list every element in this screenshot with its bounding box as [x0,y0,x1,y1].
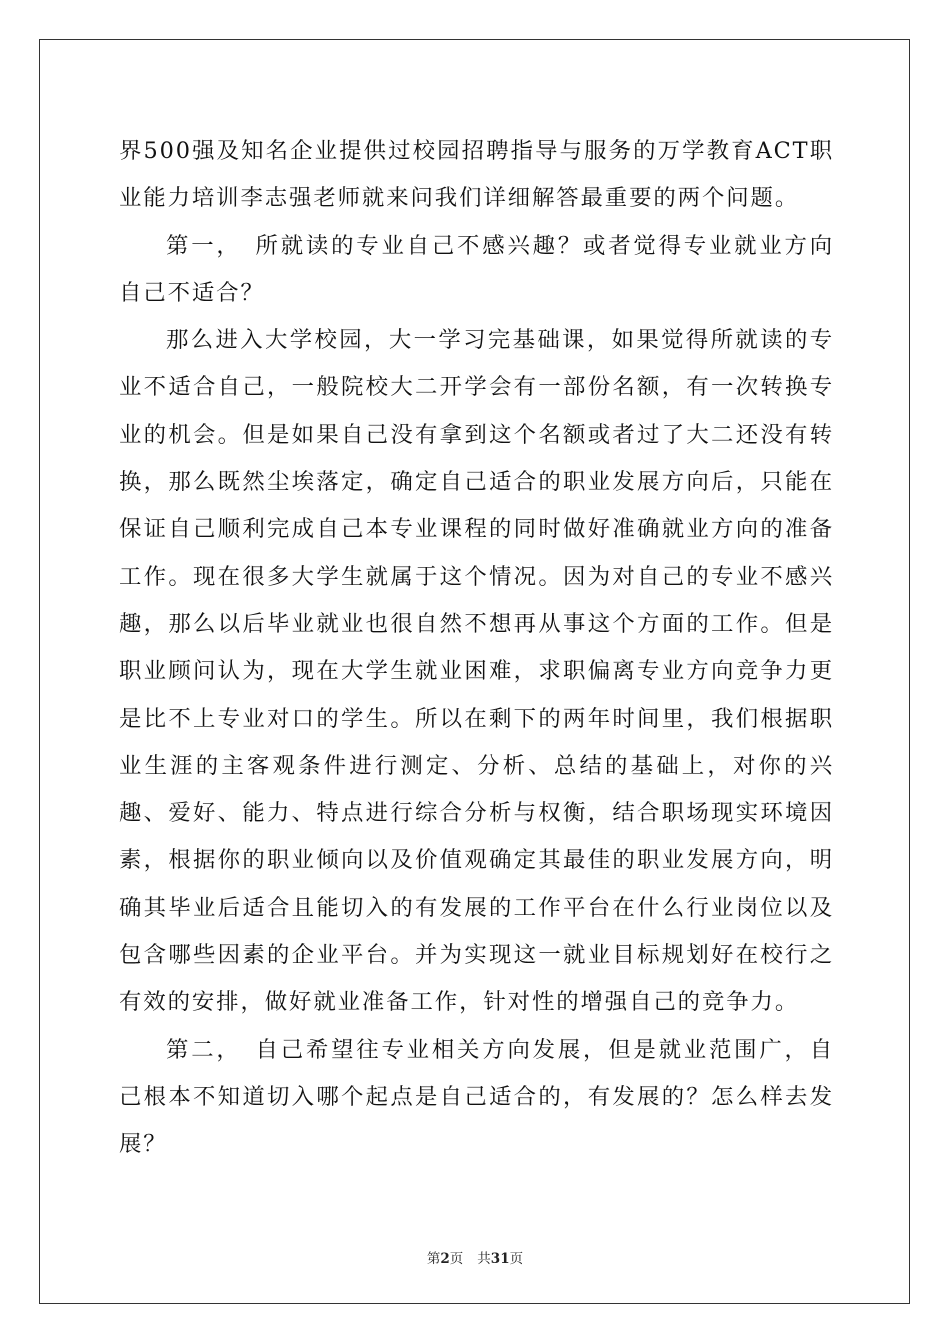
page-suffix: 页 [449,1251,464,1267]
paragraph-2: 第一， 所就读的专业自己不感兴趣？或者觉得专业就业方向自己不适合？ [119,232,834,306]
total-pages: 31 [490,1251,510,1267]
document-body [119,128,834,1169]
total-prefix: 共 [477,1251,491,1267]
paragraph-1: 界500强及知名企业提供过校园招聘指导与服务的万学教育ACT职业能力培训李志强老师就来问我们详细解答最重要的两个问题。 [119,138,834,212]
paragraph-3: 那么进入大学校园，大一学习完基础课，如果觉得所就读的专业不适合自己，一般院校大二开学会有一部份名额，有一次转换专业的机会。但是如果自己没有拿到这个名额或者过了大二还没有转换，那么既然尘埃落定，确定自己适合的职业发展方向后，只能在保证自己顺利完成自己本专业课程的同时做好准确就业方向的准备工作。现在很多大学生就属于这个情况。因为对自己的专业不感兴趣，那么以后毕业就业也很自然不想再从事这个方面的工作。但是职业顾问认为，现在大学生就业困难，求职偏离专业方向竞争力更是比不上专业对口的学生。所以在剩下的两年时间里，我们根据职业生涯的主客观条件进行测定、分析、总结的基础上，对你的兴趣、爱好、能力、特点进行综合分析与权衡，结合职场现实环境因素，根据你的职业倾向以及价值观确定其最佳的职业发展方向，明确其毕业后适合且能切入的有发展的工作平台在什么行业岗位以及包含哪些因素的企业平台。并为实现这一就业目标规划好在校行之有效的安排，做好就业准备工作，针对性的增强自己的竞争力。 [119,327,834,1016]
paragraph-4: 第二， 自己希望往专业相关方向发展，但是就业范围广，自己根本不知道切入哪个起点是自己适合的，有发展的？怎么样去发展？ [119,1036,834,1158]
page-number: 2 [440,1251,450,1267]
page-prefix: 第 [426,1251,441,1267]
total-suffix: 页 [509,1251,524,1267]
page-footer [0,1247,950,1267]
